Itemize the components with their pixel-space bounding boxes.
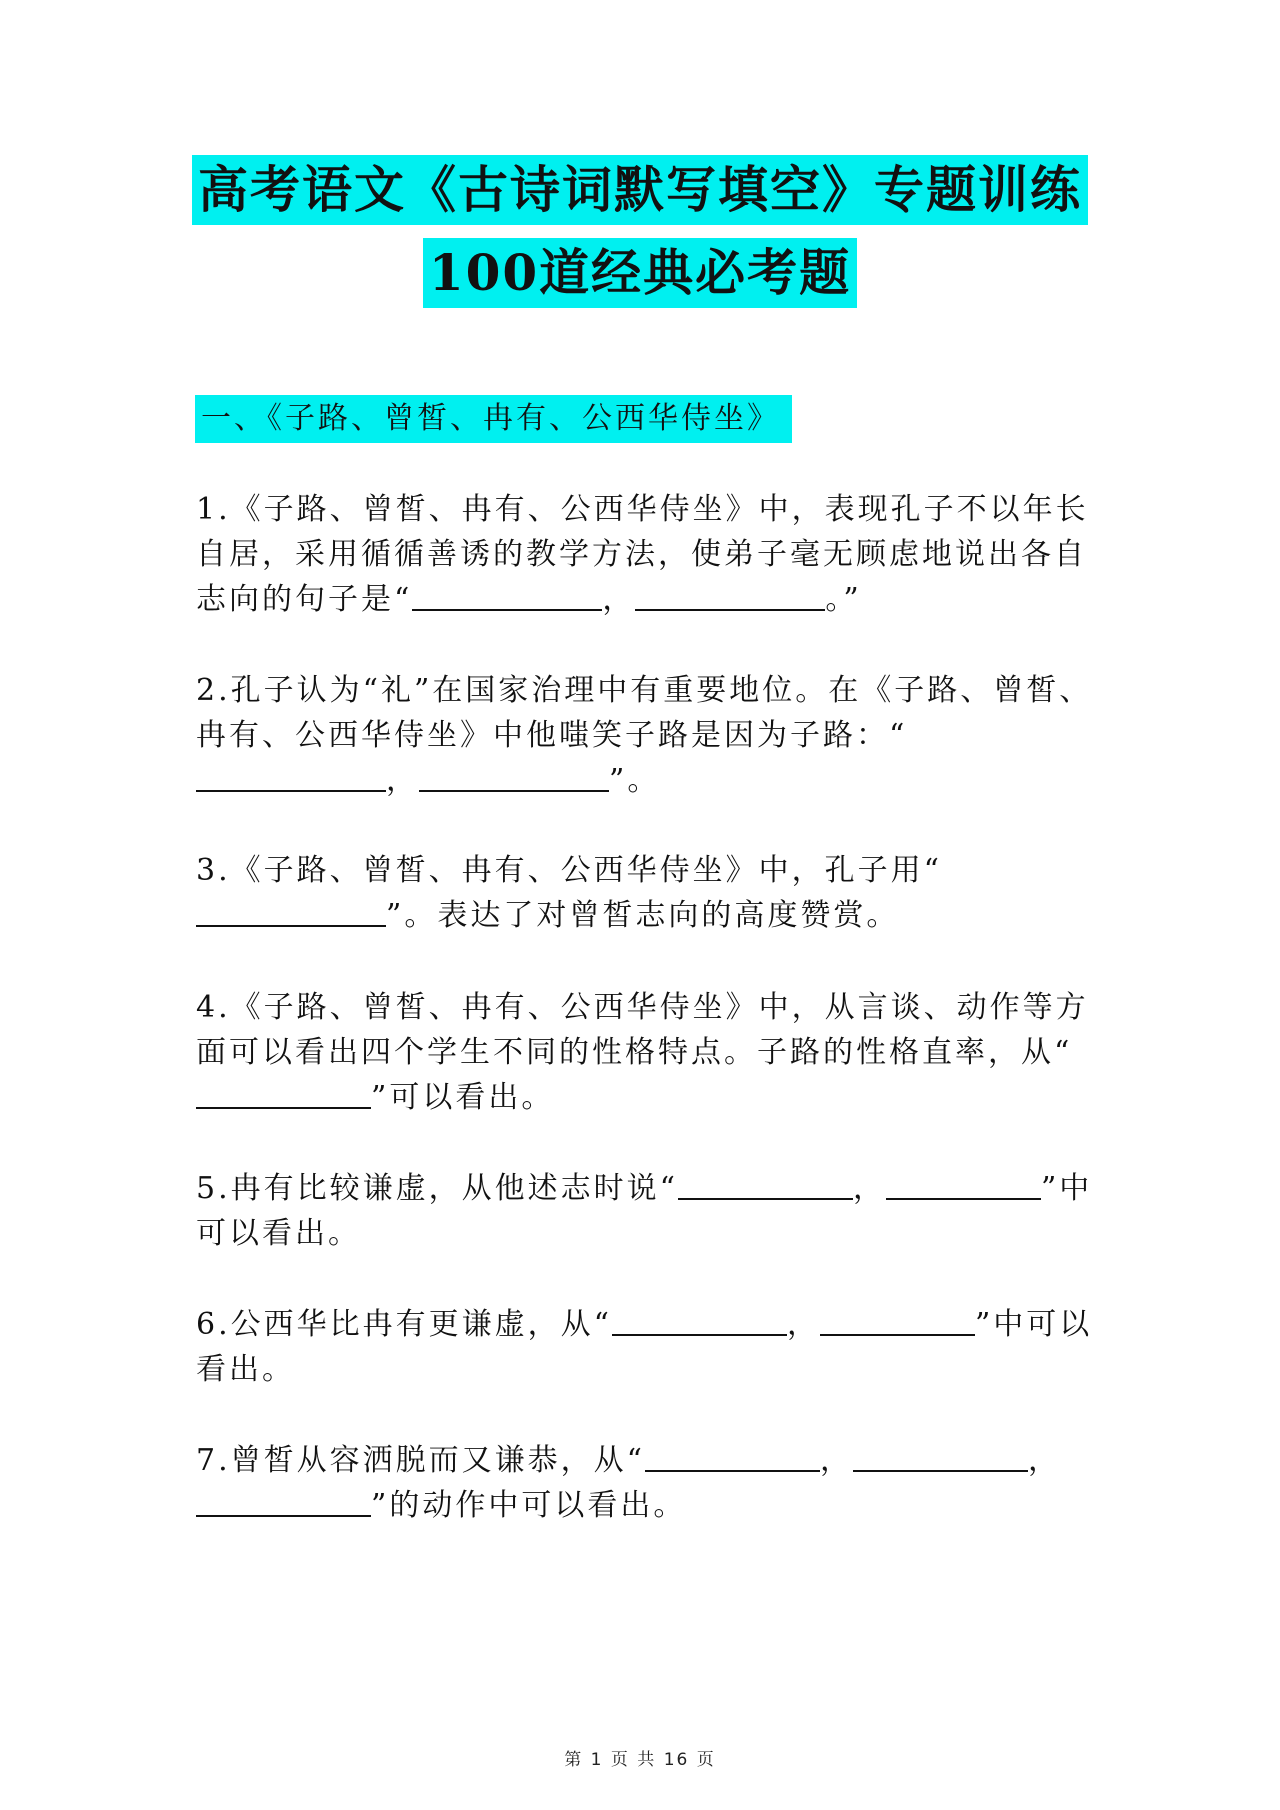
answer-blank[interactable] [645,1440,820,1472]
answer-blank[interactable] [412,579,602,611]
question-1-comma: ， [602,582,636,617]
question-3 [196,848,1096,938]
question-2-end: ”。 [609,763,661,798]
answer-blank[interactable] [196,1077,371,1109]
question-6 [196,1302,1096,1392]
question-7-end: ”的动作中可以看出。 [371,1488,687,1523]
question-5 [196,1166,1096,1256]
answer-blank[interactable] [886,1168,1041,1200]
question-6-text: 6.公西华比冉有更谦虚，从“ [196,1307,612,1342]
title-text-2: 100道经典必考题 [423,238,857,308]
question-2 [196,668,1096,803]
title-line-1 [0,155,1280,225]
section-heading [195,395,792,443]
title-line-2 [0,238,1280,308]
question-3-text: 3.《子路、曾皙、冉有、公西华侍坐》中，孔子用“ [196,853,942,888]
question-4-end: ”可以看出。 [371,1080,555,1115]
answer-blank[interactable] [635,579,825,611]
answer-blank[interactable] [678,1168,853,1200]
question-1 [196,487,1096,622]
question-7-comma: ， [819,1443,853,1478]
page-footer: 第 1 页 共 16 页 [564,1750,716,1770]
question-6-comma: ， [786,1307,820,1342]
answer-blank[interactable] [419,760,609,792]
question-4-text: 4.《子路、曾皙、冉有、公西华侍坐》中，从言谈、动作等方面可以看出四个学生不同的性格特点。子路的性格直率，从“ [196,990,1089,1070]
question-7 [196,1438,1096,1528]
answer-blank[interactable] [820,1304,975,1336]
question-2-comma: ， [386,763,419,798]
answer-blank[interactable] [853,1440,1028,1472]
question-1-end: 。” [825,582,862,617]
answer-blank[interactable] [196,760,386,792]
title-text-1: 高考语文《古诗词默写填空》专题训练 [192,155,1088,225]
question-4 [196,985,1096,1120]
question-7-text: 7.曾皙从容洒脱而又谦恭，从“ [196,1443,645,1478]
answer-blank[interactable] [196,895,386,927]
question-5-end: ”中可以看出。 [196,1171,1093,1251]
question-5-text: 5.冉有比较谦虚，从他述志时说“ [196,1171,678,1206]
question-5-comma: ， [852,1171,886,1206]
question-1-text: 1.《子路、曾皙、冉有、公西华侍坐》中，表现孔子不以年长自居，采用循循善诱的教学方法，使弟子毫无顾虑地说出各自志向的句子是“ [196,492,1089,617]
answer-blank[interactable] [196,1485,371,1517]
answer-blank[interactable] [612,1304,787,1336]
question-7-comma: ， [1027,1443,1061,1478]
question-6-end: ”中可以看出。 [196,1307,1093,1387]
question-3-end: ”。表达了对曾皙志向的高度赞赏。 [386,898,900,933]
section-heading-text: 一、《子路、曾皙、冉有、公西华侍坐》 [195,395,792,443]
question-2-text: 2.孔子认为“礼”在国家治理中有重要地位。在《子路、曾皙、冉有、公西华侍坐》中他嗤笑子路是因为子路：“ [196,673,1093,753]
